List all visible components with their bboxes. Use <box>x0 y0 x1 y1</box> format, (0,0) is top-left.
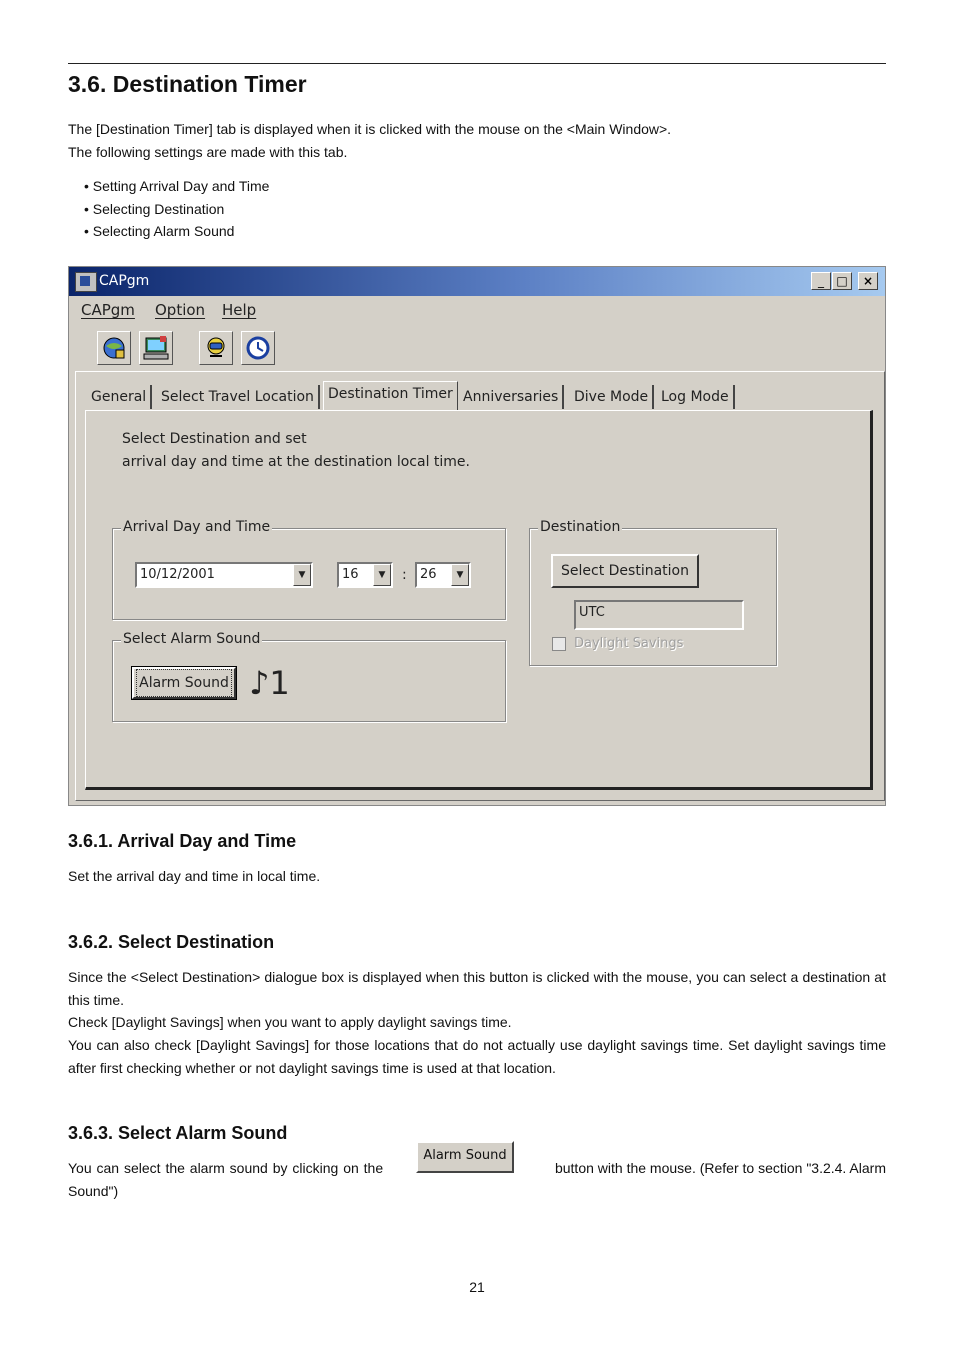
destination-paragraph-3: You can also check [Daylight Savings] for those locations that do not actually use daylight savings time. Set daylight savings time after first checking whether or not daylight savings time is used at that location. <box>68 1037 886 1076</box>
instruction-line-2: arrival day and time at the destination local time. <box>122 454 470 470</box>
arrival-group-label: Arrival Day and Time <box>123 519 271 535</box>
alarm-sound-button[interactable]: Alarm Sound <box>132 667 236 699</box>
instruction-line-1: Select Destination and set <box>122 431 307 447</box>
list-item: • Selecting Destination <box>84 200 225 217</box>
select-destination-button[interactable]: Select Destination <box>551 554 699 588</box>
section-heading-alarm: 3.6.3. Select Alarm Sound <box>68 1123 288 1143</box>
chevron-down-icon[interactable]: ▼ <box>451 564 469 586</box>
time-separator: : <box>402 567 407 583</box>
alarm-sound-inline-button: Alarm Sound <box>416 1141 514 1173</box>
daylight-savings-checkbox[interactable] <box>552 637 566 651</box>
arrival-date-select[interactable] <box>135 562 313 588</box>
chevron-down-icon[interactable]: ▼ <box>373 564 391 586</box>
arrival-hour-value: 16 <box>342 567 359 582</box>
arrival-minute-value: 26 <box>420 567 437 582</box>
computer-icon[interactable] <box>139 331 173 365</box>
window-title: CAPgm <box>99 273 150 289</box>
list-item: • Setting Arrival Day and Time <box>84 178 270 194</box>
chevron-down-icon[interactable]: ▼ <box>293 564 311 586</box>
travel-globe-icon[interactable] <box>97 331 131 365</box>
arrival-date-value: 10/12/2001 <box>140 567 215 582</box>
destination-group <box>529 519 777 666</box>
title-bar <box>69 267 885 296</box>
page-number: 21 <box>469 1279 485 1295</box>
section-heading-arrival: 3.6.1. Arrival Day and Time <box>68 831 297 851</box>
alarm-text-after: button with the mouse. (Refer to section "3.2.4. Alarm <box>554 1160 886 1176</box>
section-text-arrival: Set the arrival day and time in local time. <box>68 868 321 884</box>
page-title: 3.6. Destination Timer <box>68 71 307 97</box>
clock-icon[interactable] <box>241 331 275 365</box>
destination-paragraph-2: Check [Daylight Savings] when you want to apply daylight savings time. <box>68 1014 512 1030</box>
arrival-minute-select[interactable] <box>415 562 471 588</box>
menu-capgm[interactable]: CAPgm <box>81 301 135 319</box>
alarm-text-before: You can select the alarm sound by clicking on the <box>68 1160 384 1176</box>
app-icon <box>75 272 97 292</box>
maximize-button[interactable]: □ <box>832 272 852 290</box>
tab-general[interactable]: General <box>87 385 152 409</box>
tab-dive-mode[interactable]: Dive Mode <box>570 385 654 409</box>
section-heading-destination: 3.6.2. Select Destination <box>68 932 275 952</box>
destination-timer-page <box>85 410 873 790</box>
alarm-group <box>112 631 506 722</box>
menu-bar <box>69 296 885 323</box>
capgm-window <box>68 266 886 806</box>
tab-log-mode[interactable]: Log Mode <box>657 385 735 409</box>
feature-list <box>84 175 269 243</box>
intro-line-1: The [Destination Timer] tab is displayed when it is clicked with the mouse on the <Main Window>. <box>68 121 672 137</box>
alarm-text-after-line-2: Sound") <box>68 1183 119 1199</box>
minimize-button[interactable]: _ <box>811 272 831 290</box>
intro-line-2: The following settings are made with this tab. <box>68 144 348 160</box>
arrival-hour-select[interactable] <box>337 562 393 588</box>
arrival-group <box>112 519 506 620</box>
close-button[interactable]: × <box>858 272 878 290</box>
alarm-group-label: Select Alarm Sound <box>123 631 261 647</box>
list-item: • Selecting Alarm Sound <box>84 223 235 239</box>
destination-group-label: Destination <box>540 519 621 535</box>
tab-destination-timer[interactable]: Destination Timer <box>323 381 458 410</box>
tab-select-travel-location[interactable]: Select Travel Location <box>157 385 320 409</box>
alarm-sound-indicator: ♪1 <box>249 664 290 702</box>
header-rule <box>68 63 886 64</box>
tab-anniversaries[interactable]: Anniversaries <box>459 385 564 409</box>
menu-help[interactable]: Help <box>222 301 257 319</box>
daylight-savings-label: Daylight Savings <box>574 636 684 651</box>
menu-option[interactable]: Option <box>155 301 206 319</box>
destination-paragraph-1: Since the <Select Destination> dialogue box is displayed when this button is clicked with the mouse, you can select a destination at this time. <box>68 969 886 1008</box>
destination-zone-field: UTC <box>574 600 744 630</box>
dive-icon[interactable] <box>199 331 233 365</box>
